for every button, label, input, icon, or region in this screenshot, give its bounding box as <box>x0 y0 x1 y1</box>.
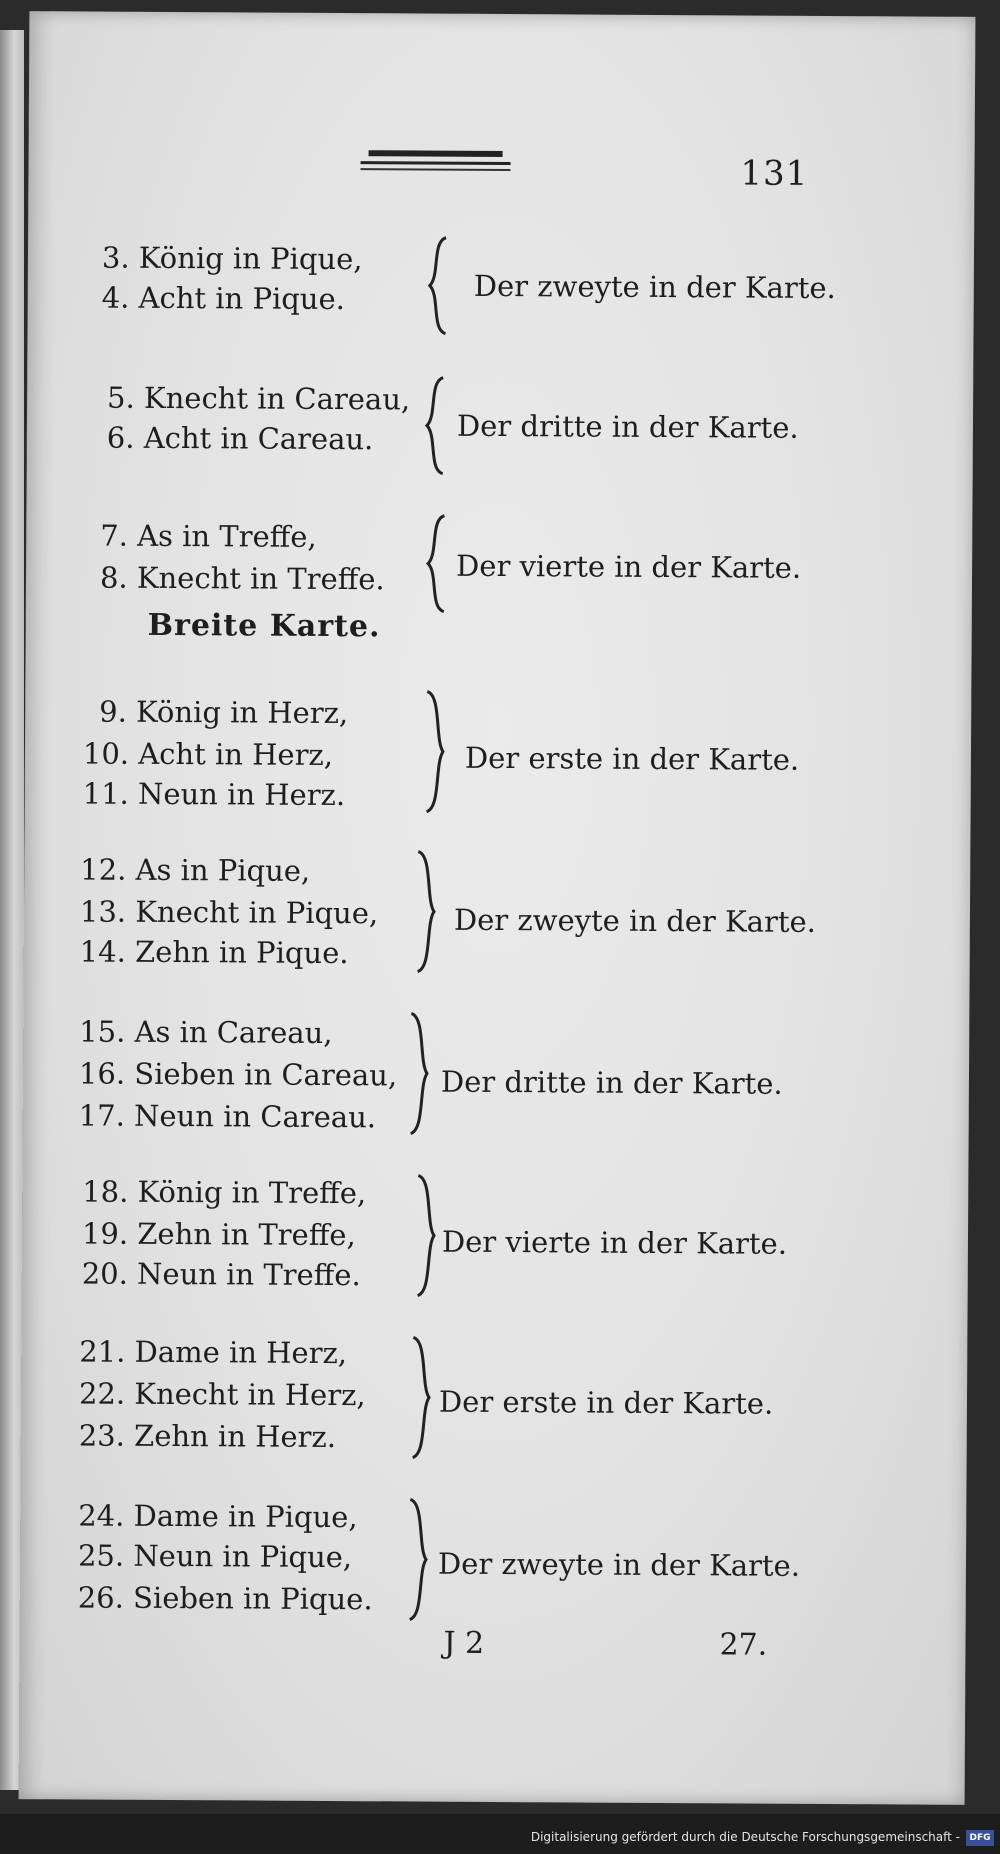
list-item: 12. As in Pique, <box>80 852 311 888</box>
list-item: 4. Acht in Pique. <box>101 280 346 317</box>
footer-bar <box>0 1814 1000 1854</box>
list-item: 8. Knecht in Treffe. <box>99 560 385 597</box>
result-text: Der vierte in der Karte. <box>455 548 802 585</box>
curly-brace-icon <box>423 376 450 476</box>
curly-brace-icon <box>421 690 448 814</box>
result-text: Der zweyte in der Karte. <box>473 268 836 306</box>
list-item: 21. Dame in Herz, <box>79 1334 348 1371</box>
book-page <box>19 11 976 1805</box>
result-text: Der vierte in der Karte. <box>441 1224 788 1261</box>
result-text: Der zweyte in der Karte. <box>453 902 817 939</box>
list-item: 6. Acht in Careau. <box>106 420 374 457</box>
list-item: 10. Acht in Herz, <box>82 736 334 772</box>
list-item: 7. As in Treffe, <box>100 518 317 554</box>
result-text: Der dritte in der Karte. <box>456 408 799 445</box>
result-text: Der erste in der Karte. <box>464 740 800 777</box>
list-item: 22. Knecht in Herz, <box>78 1376 366 1413</box>
curly-brace-icon <box>424 514 451 614</box>
list-item: 19. Zehn in Treffe, <box>81 1216 356 1253</box>
curly-brace-icon <box>412 1173 439 1297</box>
footer-text: Digitalisierung gefördert durch die Deutsche Forschungsgemeinschaft - <box>530 1830 960 1844</box>
list-item: 16. Sieben in Careau, <box>78 1056 398 1093</box>
curly-brace-icon <box>404 1497 431 1621</box>
list-item: 11. Neun in Herz. <box>82 776 346 813</box>
curly-brace-icon <box>407 1335 434 1459</box>
list-item: 20. Neun in Treffe. <box>81 1256 361 1293</box>
list-item: 13. Knecht in Pique, <box>79 894 379 931</box>
header-ornament <box>360 141 510 176</box>
list-item: 14. Zehn in Pique. <box>79 934 349 971</box>
curly-brace-icon <box>412 849 439 973</box>
result-text: Der erste in der Karte. <box>438 1384 774 1421</box>
page-number: 131 <box>740 153 809 194</box>
list-item: 15. As in Careau, <box>79 1014 333 1050</box>
list-item: 23. Zehn in Herz. <box>78 1418 337 1455</box>
list-item: 26. Sieben in Pique. <box>77 1580 373 1617</box>
dfg-logo-icon: DFG <box>966 1830 994 1846</box>
list-item: 3. König in Pique, <box>101 240 363 277</box>
curly-brace-icon <box>425 236 452 336</box>
list-item: 18. König in Treffe, <box>82 1174 367 1211</box>
catchword: 27. <box>719 1627 768 1663</box>
list-item: 17. Neun in Careau. <box>78 1098 377 1135</box>
result-text: Der zweyte in der Karte. <box>437 1546 801 1583</box>
curly-brace-icon <box>405 1011 432 1135</box>
list-item: 24. Dame in Pique, <box>78 1498 358 1535</box>
section-heading: Breite Karte. <box>147 607 381 645</box>
list-item: 9. König in Herz, <box>99 694 349 731</box>
list-item: 5. Knecht in Careau, <box>107 380 411 417</box>
signature-mark: J 2 <box>443 1625 485 1661</box>
list-item: 25. Neun in Pique, <box>77 1538 353 1575</box>
result-text: Der dritte in der Karte. <box>440 1064 783 1101</box>
